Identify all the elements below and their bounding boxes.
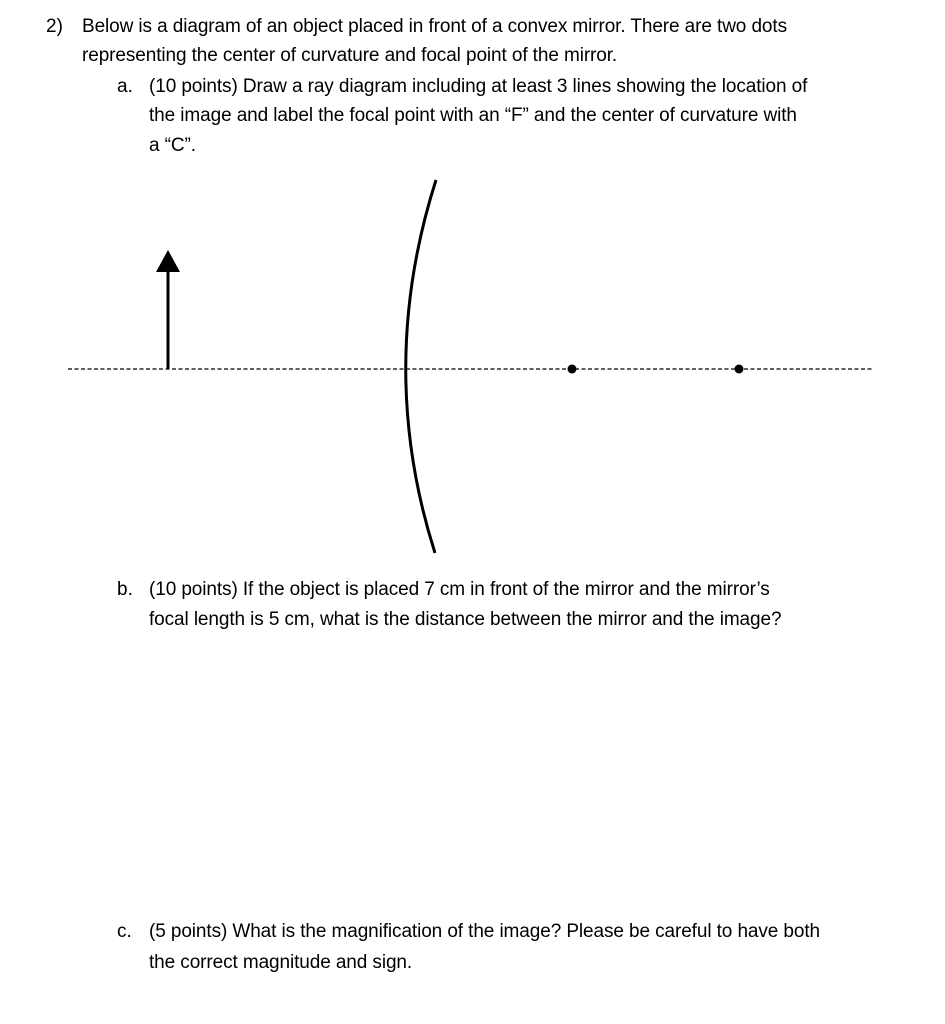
part-c-letter: c. <box>117 921 132 942</box>
center-of-curvature-dot <box>735 365 744 374</box>
part-b-line-2: focal length is 5 cm, what is the distance between the mirror and the image? <box>149 609 782 630</box>
part-b-line-1: (10 points) If the object is placed 7 cm in front of the mirror and the mirror’s <box>149 579 770 600</box>
part-c-line-2: the correct magnitude and sign. <box>149 952 413 973</box>
question-intro-line-1: Below is a diagram of an object placed in front of a convex mirror. There are two dots <box>82 16 787 37</box>
part-a-line-2: the image and label the focal point with an “F” and the center of curvature with <box>149 105 797 126</box>
focal-point-dot <box>568 365 577 374</box>
part-c-line-1: (5 points) What is the magnification of the image? Please be careful to have both <box>149 921 821 942</box>
question-intro-line-2: representing the center of curvature and focal point of the mirror. <box>82 45 618 66</box>
part-b-letter: b. <box>117 579 133 600</box>
part-a-line-1: (10 points) Draw a ray diagram including at least 3 lines showing the location of <box>149 76 808 97</box>
part-a-line-3: a “C”. <box>149 135 196 156</box>
object-arrow-head <box>156 250 180 272</box>
convex-mirror <box>406 180 436 553</box>
part-a-letter: a. <box>117 76 133 97</box>
question-number: 2) <box>46 16 63 37</box>
